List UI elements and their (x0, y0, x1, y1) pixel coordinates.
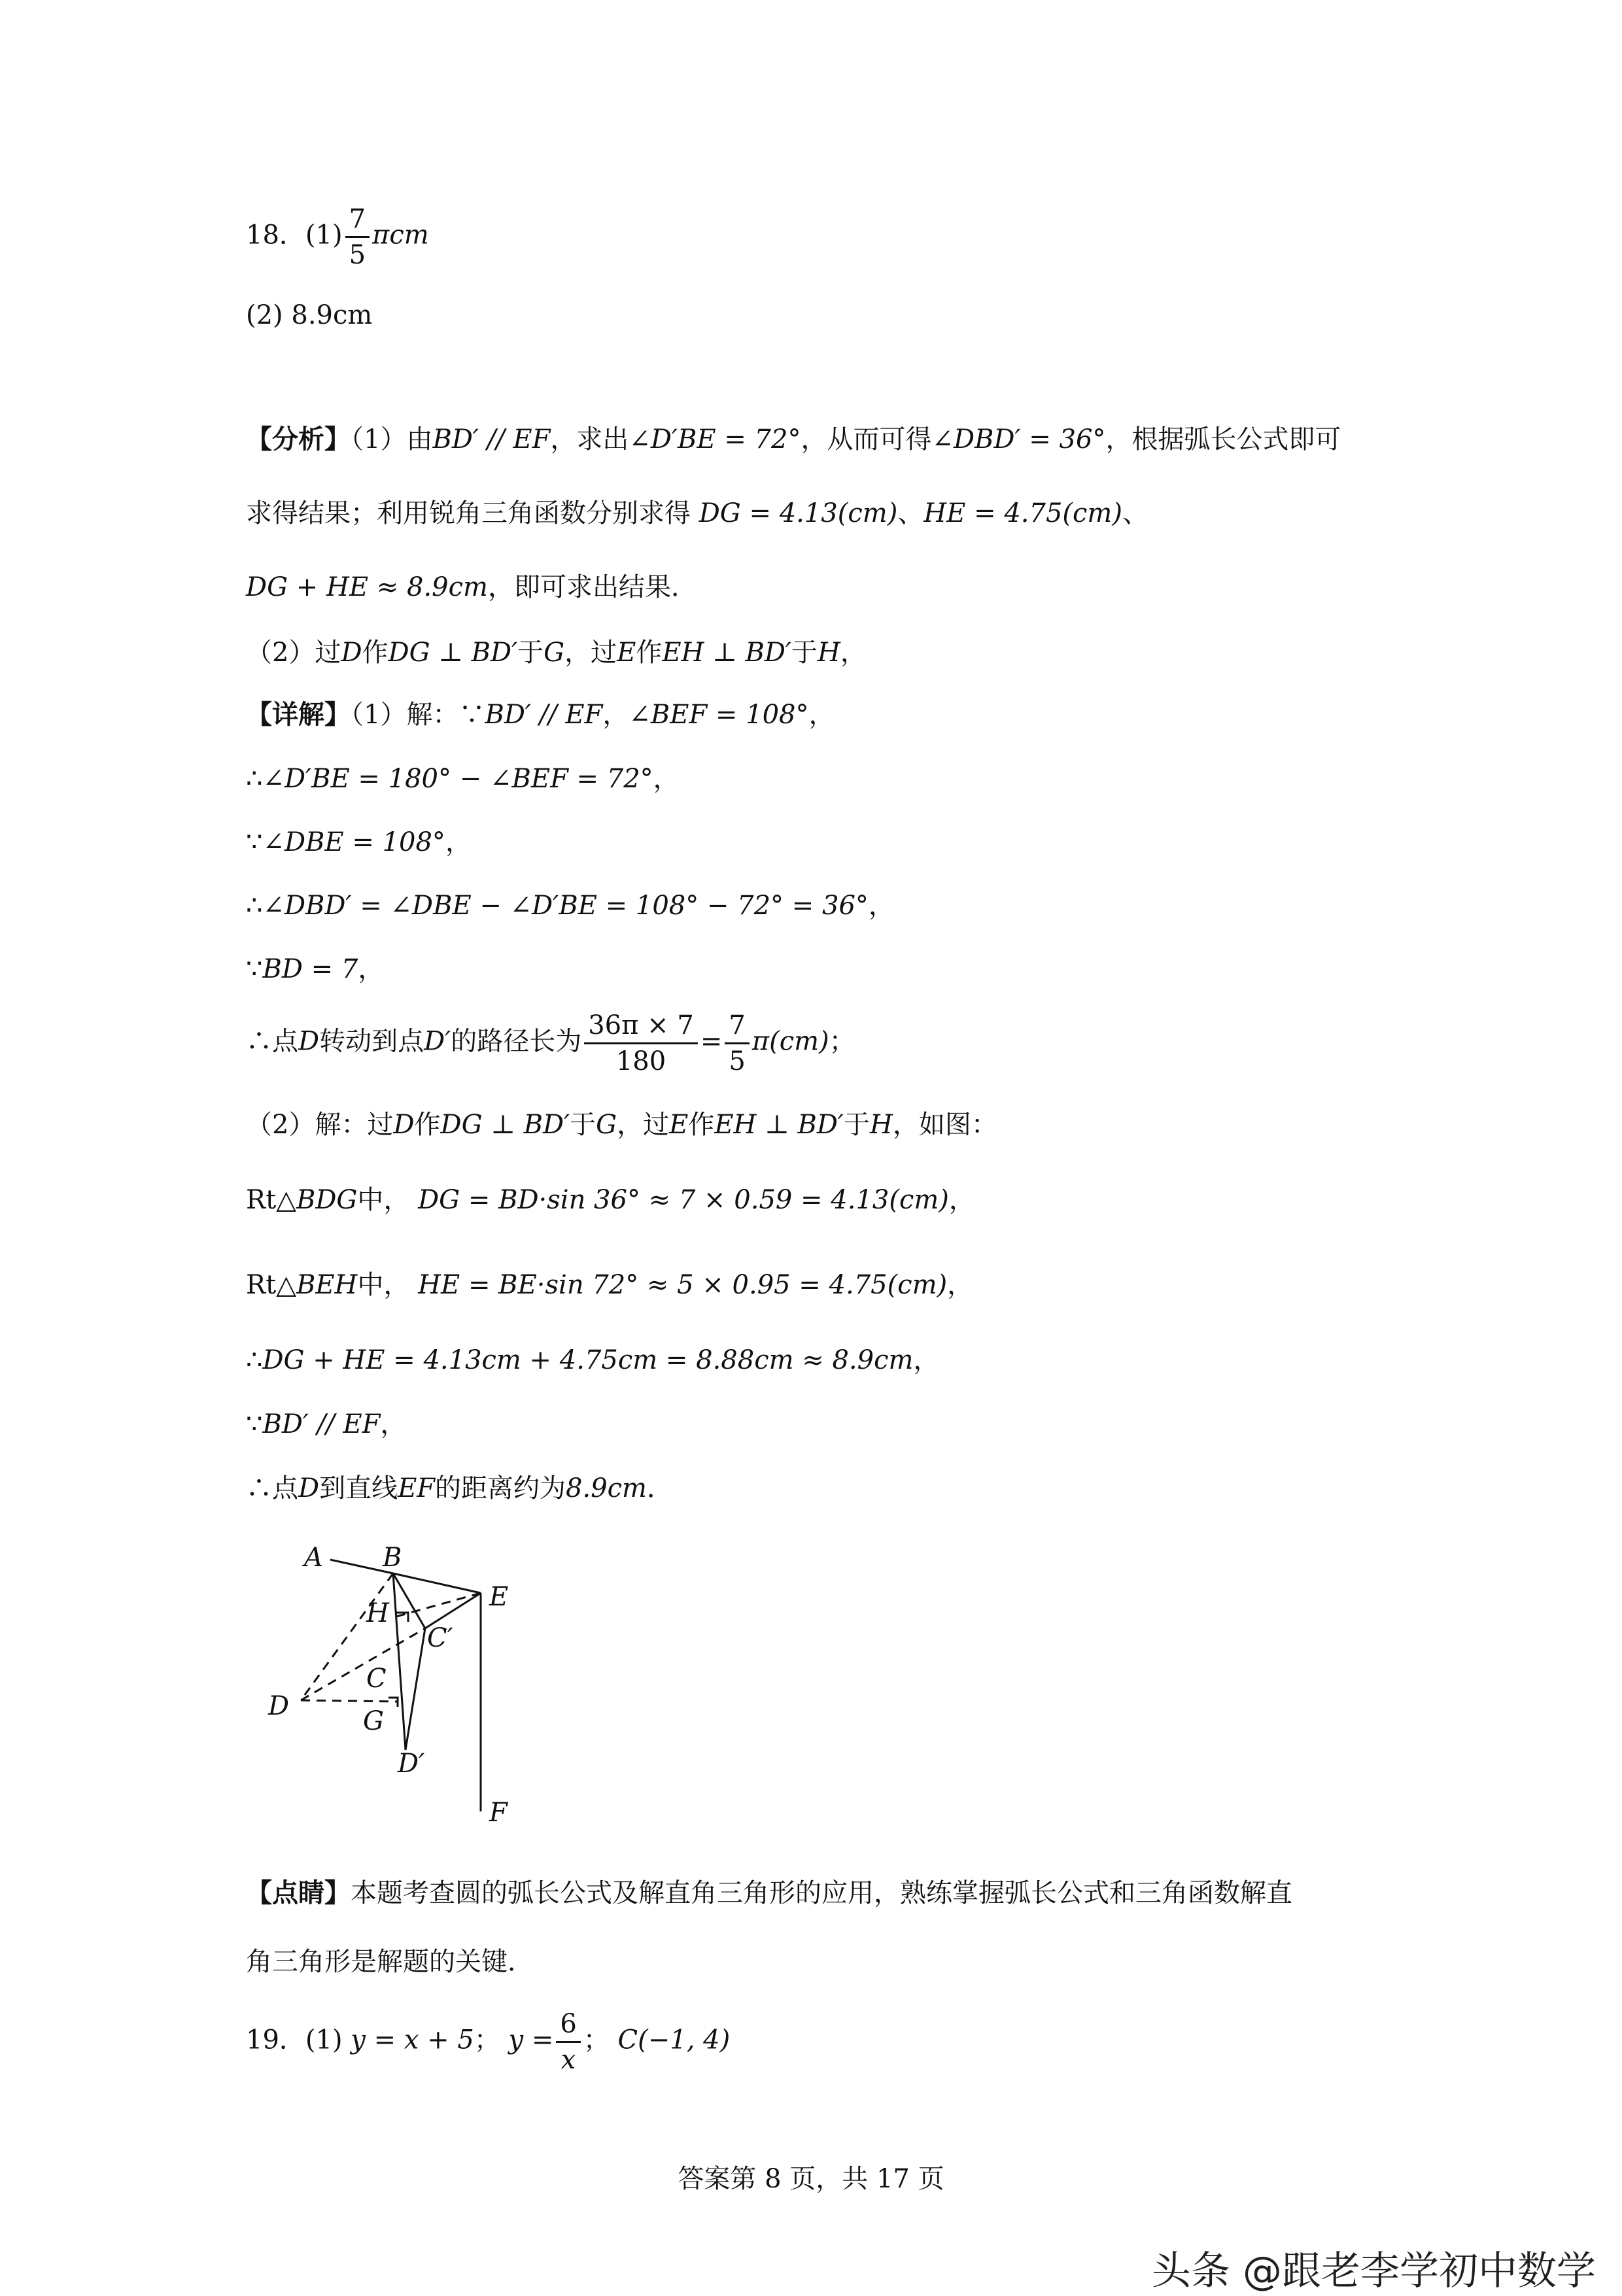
analysis-tag: 【分析】 (246, 424, 351, 454)
result-fraction: $\frac{7}{5}$ (725, 1012, 749, 1074)
q19-number: 19． (246, 2025, 305, 2055)
detail-line-8: Rt△BDG中， DG = BD·sin 36° ≈ 7 × 0.59 = 4.13(cm)， (246, 1185, 975, 1215)
q18-answer-2: (2) 8.9cm (246, 300, 373, 330)
arc-length-fraction: $\frac{36\pi \times 7}{180}$ (584, 1012, 698, 1074)
detail-line-9: Rt△BEH中， HE = BE·sin 72° ≈ 5 × 0.95 = 4.75(cm)， (246, 1270, 974, 1300)
label-d: D (268, 1691, 290, 1721)
q18-fraction: $\frac{7}{5}$ (345, 206, 370, 268)
comment-line-1: 【点睛】本题考查圆的弧长公式及解直角三角形的应用，熟练掌握弧长公式和三角函数解直 (246, 1877, 1292, 1908)
detail-line-3: ∵∠DBE = 108°， (246, 827, 472, 857)
analysis-line-2: 求得结果；利用锐角三角函数分别求得 DG = 4.13(cm)、HE = 4.75(cm)、 (246, 498, 1148, 528)
detail-line-7: （2）解：过D作DG ⊥ BD′于G，过E作EH ⊥ BD′于H，如图： (246, 1110, 997, 1140)
detail-line-6: ∴点D转动到点D′的路径长为 $\frac{36\pi \times 7}{180}$ = $\frac{7}{5}$ π(cm)； (246, 1010, 855, 1076)
watermark: 头条 @跟老李学初中数学 (1151, 2248, 1596, 2294)
geometry-figure (249, 1530, 549, 1838)
label-c: C (366, 1664, 387, 1694)
label-e: E (489, 1582, 509, 1612)
segment-dc-dashed (301, 1628, 425, 1700)
q19-answer: 19．(1) y = x + 5； y = $\frac{6}{x}$ ； C(−1, 4) (246, 2009, 731, 2075)
detail-tag: 【详解】 (246, 699, 351, 730)
detail-line-12: ∴点D到直线EF的距离约为8.9cm． (246, 1473, 673, 1503)
label-d1: D′ (398, 1749, 425, 1779)
detail-line-5: ∵BD = 7， (246, 954, 385, 984)
q18-answer-1: 18．(1) $\frac{7}{5}$ πcm (246, 204, 429, 270)
segment-dg-dashed (301, 1700, 398, 1702)
detail-line-11: ∵BD′ // EF， (246, 1409, 407, 1439)
label-a: A (304, 1543, 323, 1573)
q19-fraction: $\frac{6}{x}$ (556, 2011, 580, 2073)
label-g: G (363, 1706, 384, 1736)
label-f: F (489, 1798, 508, 1828)
analysis-line-3: DG + HE ≈ 8.9cm，即可求出结果． (246, 572, 697, 602)
detail-line-2: ∴∠D′BE = 180° − ∠BEF = 72°， (246, 764, 680, 794)
page-footer: 答案第 8 页，共 17 页 (678, 2164, 944, 2194)
detail-line-10: ∴DG + HE = 4.13cm + 4.75cm = 8.88cm ≈ 8.9cm， (246, 1345, 940, 1375)
comment-tag: 【点睛】 (246, 1877, 351, 1908)
label-b: B (383, 1543, 402, 1573)
analysis-line-4: （2）过D作DG ⊥ BD′于G，过E作EH ⊥ BD′于H， (246, 638, 867, 668)
analysis-line-1: 【分析】（1）由BD′ // EF，求出∠D′BE = 72°，从而可得∠DBD′ = 36°，根据弧长公式即可 (246, 424, 1341, 454)
segment-c1d1 (406, 1628, 425, 1750)
segment-bd1 (393, 1573, 406, 1750)
detail-line-1: 【详解】（1）解：∵BD′ // EF，∠BEF = 108°， (246, 699, 835, 730)
segment-be (393, 1573, 481, 1593)
q18-number: 18． (246, 220, 305, 250)
detail-line-4: ∴∠DBD′ = ∠DBE − ∠D′BE = 108° − 72° = 36°， (246, 891, 895, 921)
label-h: H (366, 1598, 389, 1628)
comment-line-2: 角三角形是解题的关键． (246, 1947, 534, 1977)
label-c1: C′ (427, 1623, 453, 1653)
